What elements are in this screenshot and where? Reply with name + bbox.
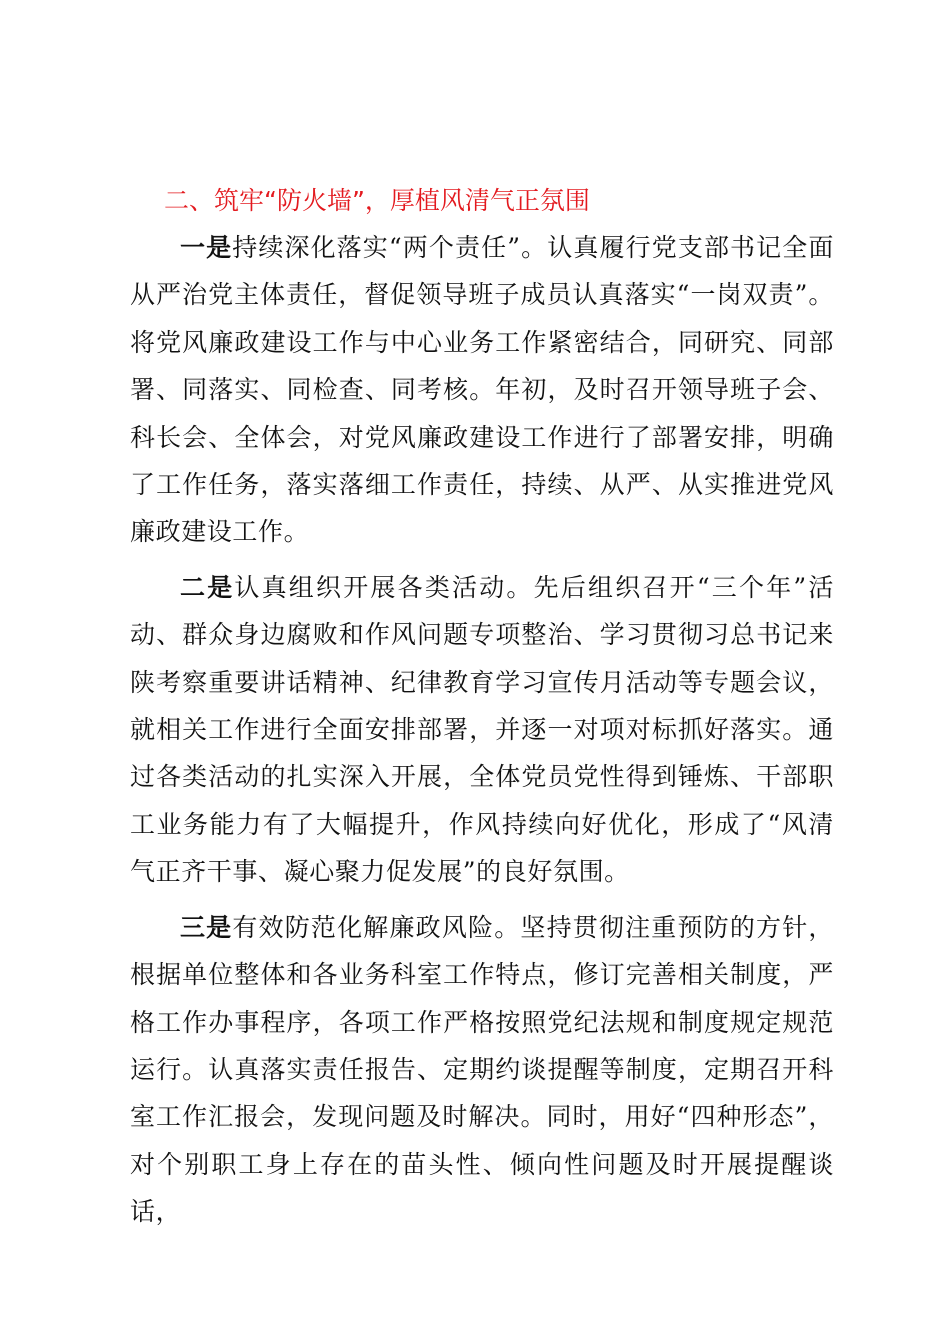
document-body	[130, 178, 834, 1236]
paragraph-1-lead: 一是	[180, 233, 233, 262]
paragraph-3	[130, 904, 834, 1236]
paragraph-1	[130, 224, 834, 556]
paragraph-1-text: 持续深化落实“两个责任”。认真履行党支部书记全面从严治党主体责任，督促领导班子成员认真落实“一岗双责”。将党风廉政建设工作与中心业务工作紧密结合，同研究、同部署、同落实、同检查、同考核。年初，及时召开领导班子会、科长会、全体会，对党风廉政建设工作进行了部署安排，明确了工作任务，落实落细工作责任，持续、从严、从实推进党风廉政建设工作。	[130, 233, 834, 547]
paragraph-2-lead: 二是	[180, 572, 235, 602]
section-heading: 二、筑牢“防火墙”，厚植风清气正氛围	[164, 186, 590, 215]
paragraph-2-text: 认真组织开展各类活动。先后组织召开“三个年”活动、群众身边腐败和作风问题专项整治、学习贯彻习总书记来陕考察重要讲话精神、纪律教育学习宣传月活动等专题会议，就相关工作进行全面安排部署，并逐一对项对标抓好落实。通过各类活动的扎实深入开展，全体党员党性得到锤炼、干部职工业务能力有了大幅提升，作风持续向好优化，形成了“风清气正齐干事、凝心聚力促发展”的良好氛围。	[130, 572, 834, 887]
paragraph-3-text: 有效防范化解廉政风险。坚持贯彻注重预防的方针，根据单位整体和各业务科室工作特点，修订完善相关制度，严格工作办事程序，各项工作严格按照党纪法规和制度规定规范运行。认真落实责任报告、定期约谈提醒等制度，定期召开科室工作汇报会，发现问题及时解决。同时，用好“四种形态”，对个别职工身上存在的苗头性、倾向性问题及时开展提醒谈话，	[130, 912, 834, 1227]
paragraph-2	[130, 564, 834, 896]
paragraph-3-lead: 三是	[180, 912, 233, 942]
